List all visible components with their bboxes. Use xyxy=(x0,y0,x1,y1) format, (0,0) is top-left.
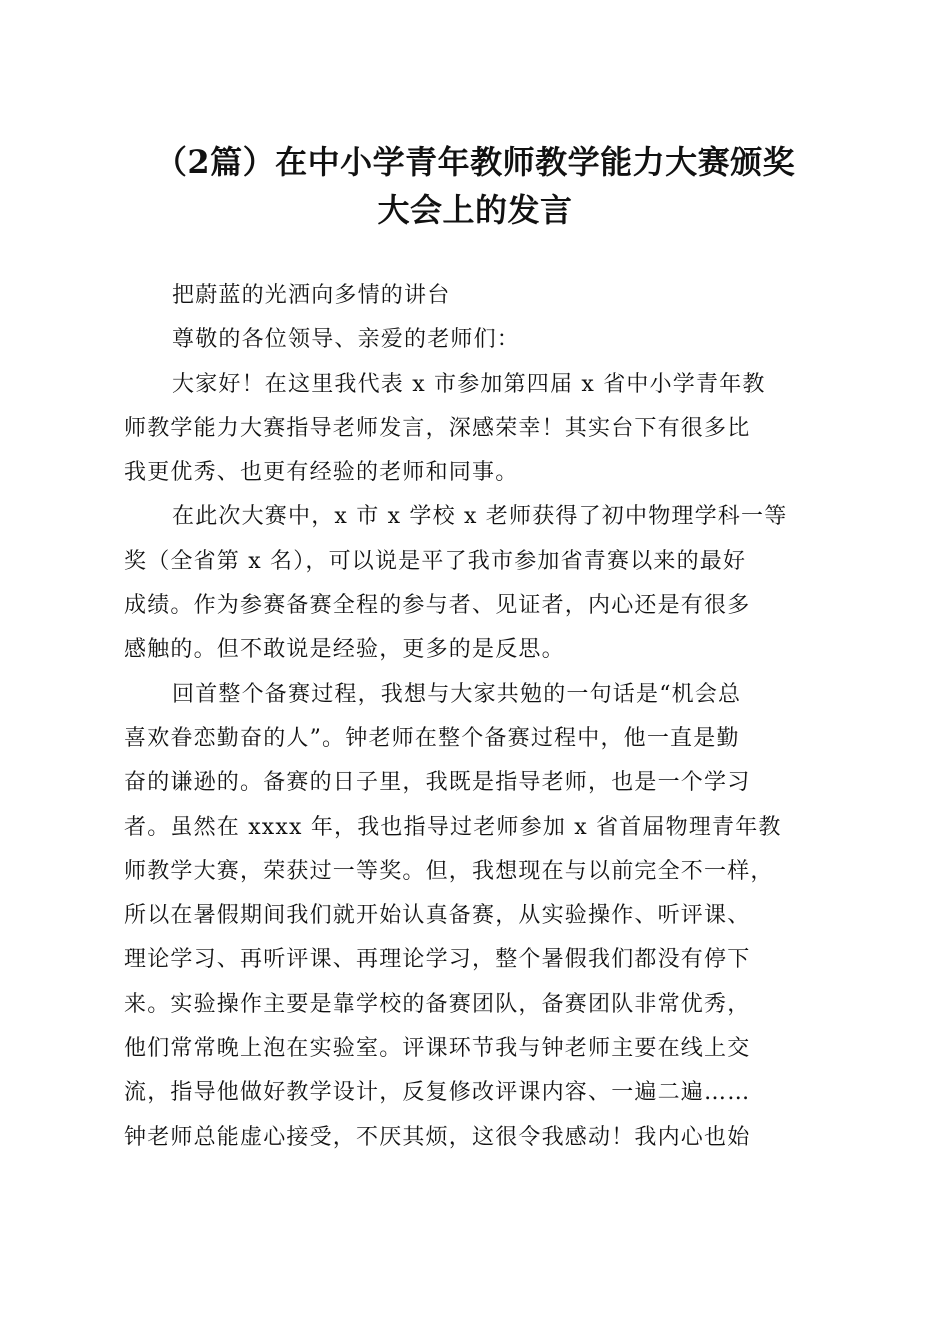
paragraph-line: 师教学大赛，荣获过一等奖。但，我想现在与以前完全不一样， xyxy=(124,858,774,884)
title-line: （2篇）在中小学青年教师教学能力大赛颁奖 xyxy=(154,143,796,181)
paragraph-line: 喜欢眷恋勤奋的人”。钟老师在整个备赛过程中，他一直是勤 xyxy=(124,725,740,751)
paragraph-line: 在此次大赛中，x 市 x 学校 x 老师获得了初中物理学科一等 xyxy=(172,504,788,530)
document-title xyxy=(100,138,850,234)
paragraph-line: 我更优秀、也更有经验的老师和同事。 xyxy=(124,460,519,486)
paragraph-line: 来。实验操作主要是靠学校的备赛团队，备赛团队非常优秀， xyxy=(124,991,751,1017)
paragraph-line: 大家好！在这里我代表 x 市参加第四届 x 省中小学青年教 xyxy=(172,371,766,397)
paragraph-line: 奖（全省第 x 名），可以说是平了我市参加省青赛以来的最好 xyxy=(124,548,747,574)
document-body xyxy=(124,274,830,1160)
title-line: 大会上的发言 xyxy=(377,191,573,229)
paragraph-2 xyxy=(124,495,830,672)
paragraph-line: 钟老师总能虚心接受，不厌其烦，这很令我感动！我内心也始 xyxy=(124,1124,751,1150)
paragraph-line: 师教学能力大赛指导老师发言，深感荣幸！其实台下有很多比 xyxy=(124,415,751,441)
paragraph-line: 回首整个备赛过程，我想与大家共勉的一句话是“机会总 xyxy=(172,681,742,707)
paragraph-line: 理论学习、再听评课、再理论学习，整个暑假我们都没有停下 xyxy=(124,947,751,973)
paragraph-line: 成绩。作为参赛备赛全程的参与者、见证者，内心还是有很多 xyxy=(124,593,751,619)
paragraph-line: 流，指导他做好教学设计，反复修改评课内容、一遍二遍…… xyxy=(124,1080,751,1106)
paragraph-line: 所以在暑假期间我们就开始认真备赛，从实验操作、听评课、 xyxy=(124,903,751,929)
paragraph-line: 感触的。但不敢说是经验，更多的是反思。 xyxy=(124,637,565,663)
paragraph-line: 奋的谦逊的。备赛的日子里，我既是指导老师，也是一个学习 xyxy=(124,770,751,796)
document-subtitle: 把蔚蓝的光洒向多情的讲台 xyxy=(172,283,451,308)
paragraph-line: 他们常常晚上泡在实验室。评课环节我与钟老师主要在线上交 xyxy=(124,1036,751,1062)
paragraph-3 xyxy=(124,673,830,1160)
salutation: 尊敬的各位领导、亲爱的老师们： xyxy=(172,327,521,353)
paragraph-1 xyxy=(124,363,830,496)
paragraph-line: 者。虽然在 xxxx 年，我也指导过老师参加 x 省首届物理青年教 xyxy=(124,814,782,840)
